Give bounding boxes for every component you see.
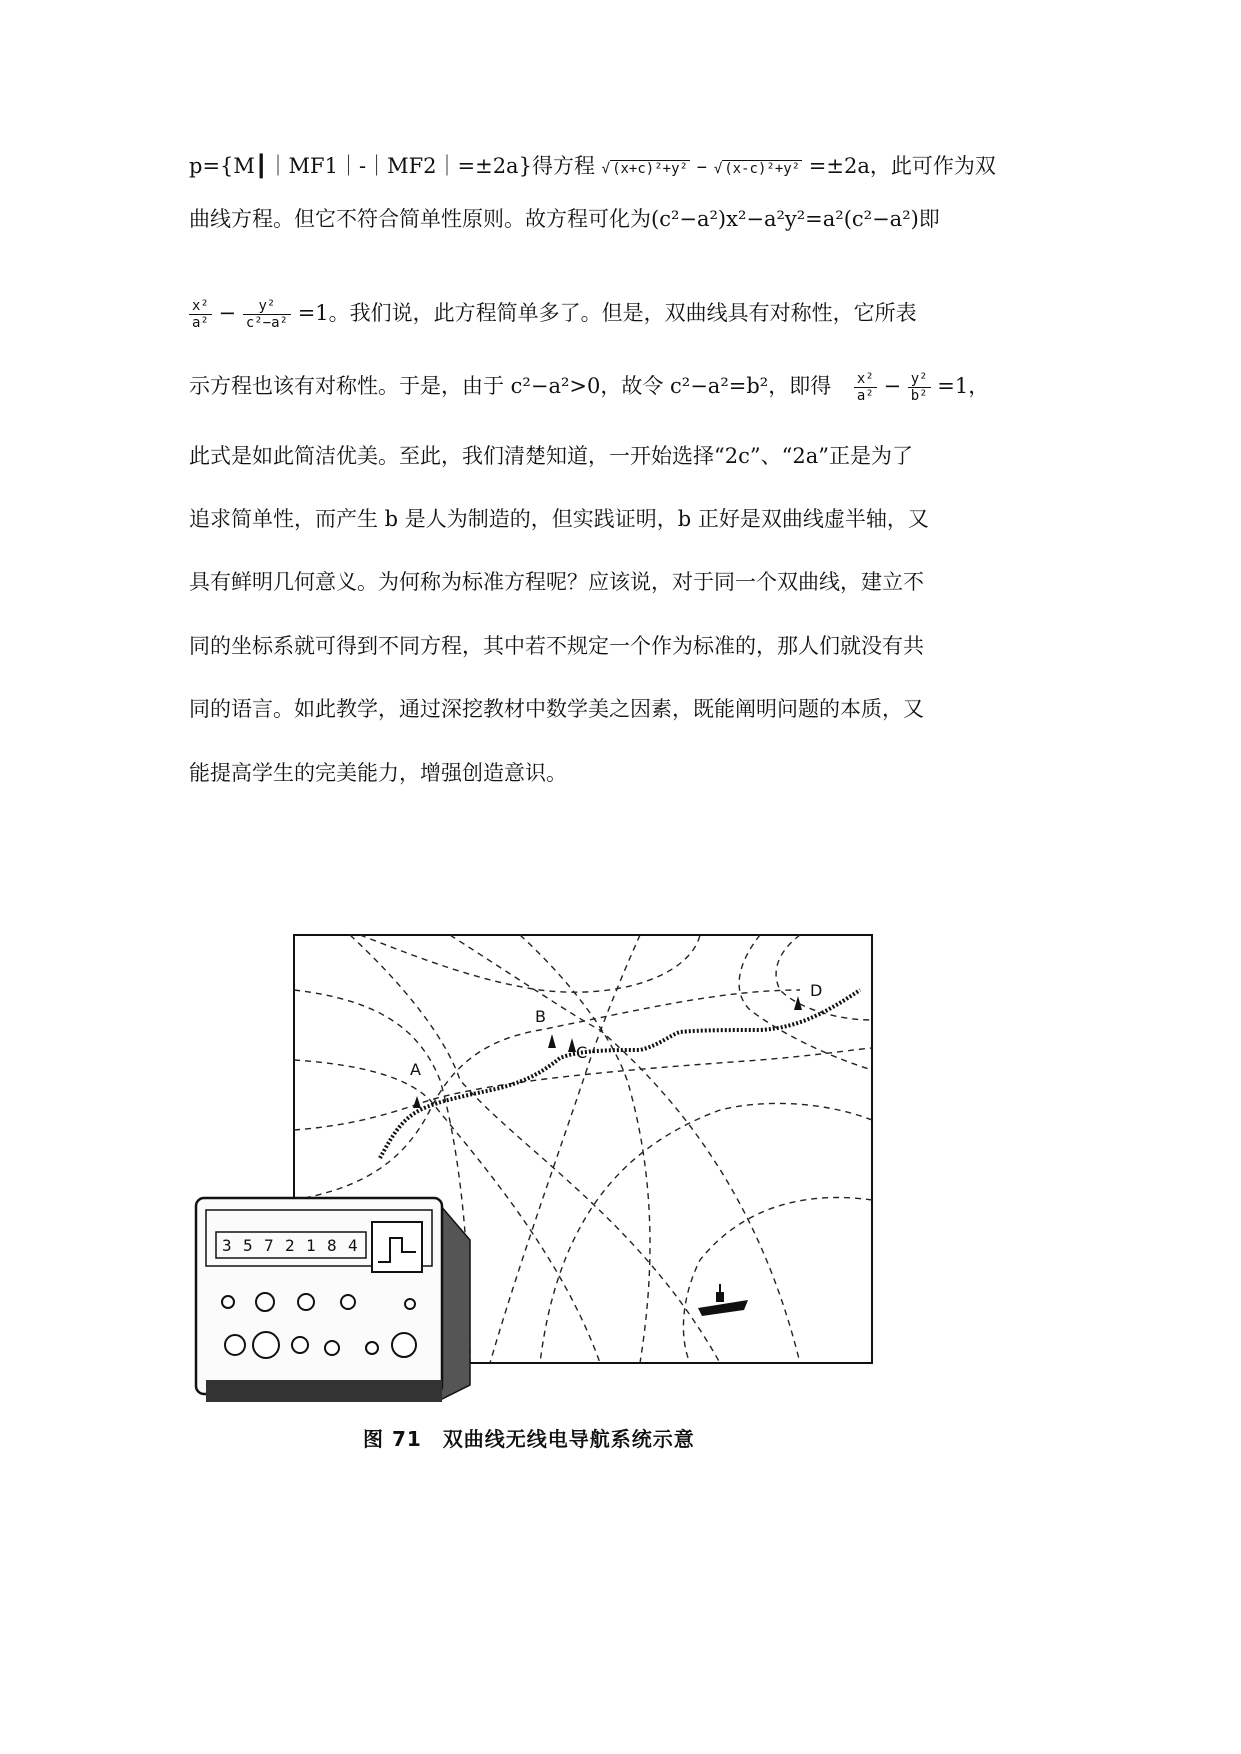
paragraph-line-8: 同的坐标系就可得到不同方程，其中若不规定一个作为标准的，那人们就没有共	[189, 634, 924, 658]
paragraph-line-10: 能提高学生的完美能力，增强创造意识。	[189, 761, 567, 785]
receiver-device	[196, 1198, 470, 1402]
svg-text:5: 5	[243, 1236, 253, 1255]
sqrt-term-2: √ (x-c)²+y²	[713, 161, 801, 177]
paragraph-line-5: 此式是如此简洁优美。至此，我们清楚知道，一开始选择“2c”、“2a”正是为了	[189, 444, 913, 468]
text-segment: 示方程也该有对称性。于是，由于 c²−a²>0，故令 c²−a²=b²，即得	[189, 374, 832, 398]
text-segment: =1，	[937, 374, 990, 398]
svg-text:3: 3	[222, 1236, 232, 1255]
paragraph-line-2: 曲线方程。但它不符合简单性原则。故方程可化为(c²−a²)x²−a²y²=a²(c²−a²)即	[189, 207, 940, 231]
station-markers	[413, 996, 802, 1108]
paragraph-line-7: 具有鲜明几何意义。为何称为标准方程呢？应该说，对于同一个双曲线，建立不	[189, 570, 924, 594]
equation-tail: =±2a，此可作为双	[808, 154, 996, 178]
minus-sign: −	[883, 374, 902, 398]
svg-text:7: 7	[264, 1236, 274, 1255]
paragraph-line-6: 追求简单性，而产生 b 是人为制造的，但实践证明，b 正好是双曲线虚半轴，又	[189, 507, 929, 531]
label-c: C	[576, 1043, 588, 1062]
label-b: B	[535, 1007, 546, 1026]
svg-text:2: 2	[285, 1236, 295, 1255]
minus-sign: –	[696, 154, 708, 178]
fraction-x2-a2-std: $\frac{\text{x²}}{\text{a²}}$	[854, 371, 877, 404]
svg-text:8: 8	[327, 1236, 337, 1255]
paragraph-line-9: 同的语言。如此教学，通过深挖教材中数学美之因素，既能阐明问题的本质，又	[189, 697, 924, 721]
ship-icon	[698, 1284, 748, 1316]
station-a-icon	[413, 1096, 421, 1108]
svg-text:4: 4	[348, 1236, 358, 1255]
text-segment: =1。我们说，此方程简单多了。但是，双曲线具有对称性，它所表	[297, 301, 917, 325]
station-b-icon	[548, 1034, 556, 1048]
oscilloscope-screen	[372, 1222, 422, 1272]
station-d-icon	[794, 996, 802, 1010]
sqrt-term-1: √ (x+c)²+y²	[601, 161, 688, 177]
fraction-y2-b2: $\frac{\text{y²}}{\text{b²}}$	[908, 371, 931, 404]
label-d: D	[810, 981, 823, 1000]
minus-sign: −	[218, 301, 237, 325]
svg-text:1: 1	[306, 1236, 316, 1255]
equation-set: p={M┃｜MF1｜-｜MF2｜=±2a}得方程	[189, 154, 595, 178]
fraction-x2-a2: $\frac{\text{x²}}{\text{a²}}$	[189, 298, 212, 331]
figure-caption: 图 71 双曲线无线电导航系统示意	[363, 1427, 695, 1451]
fraction-y2-c2a2: $\frac{\text{y²}}{\text{c²−a²}}$	[243, 298, 291, 331]
station-c-icon	[568, 1038, 576, 1052]
label-a: A	[410, 1060, 421, 1079]
